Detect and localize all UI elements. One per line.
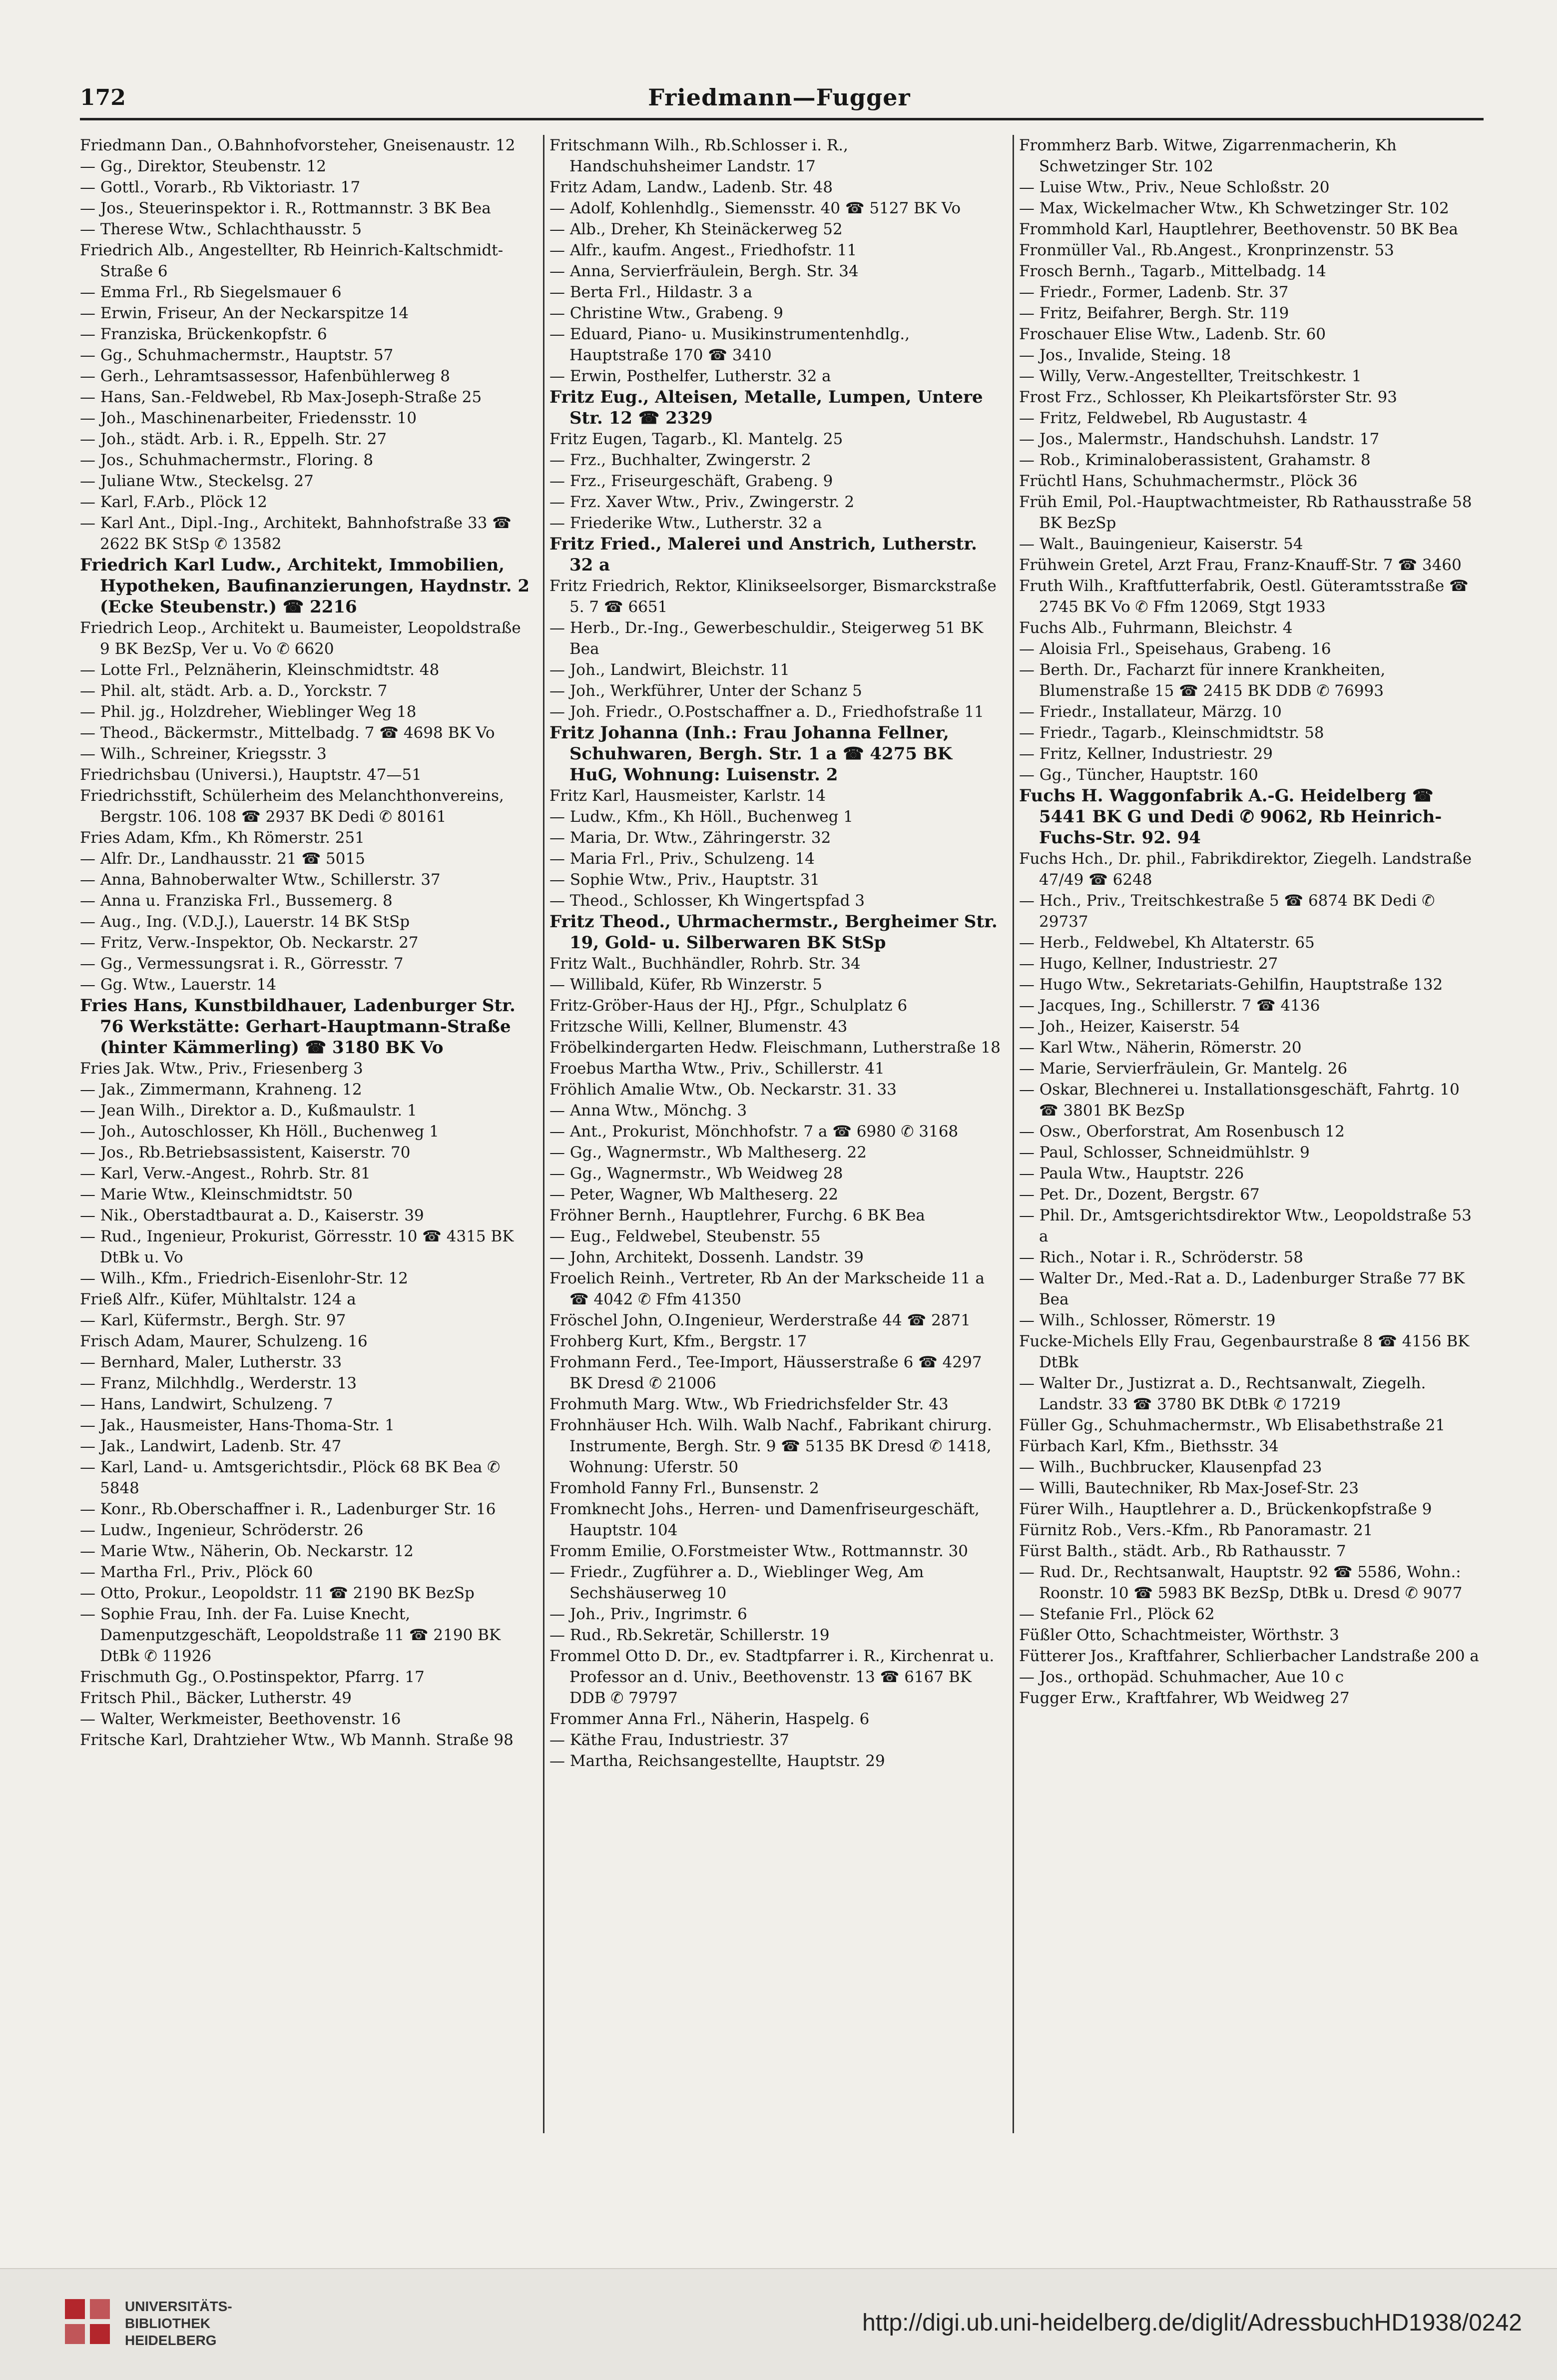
directory-entry: — Gottl., Vorarb., Rb Viktoriastr. 17 [80,178,361,196]
directory-entry: — Jos., Steuerinspektor i. R., Rottmannstr. 3 BK Bea [80,199,491,217]
directory-entry: Frohberg Kurt, Kfm., Bergstr. 17 [549,1332,807,1350]
directory-entry: Fröschel John, O.Ingenieur, Werderstraße 44 ☎ 2871 [549,1311,971,1329]
directory-entry: — Wilh., Schreiner, Kriegsstr. 3 [80,745,327,763]
directory-entry: — Karl Ant., Dipl.-Ing., Architekt, Bahnhofstraße 33 ☎ 2622 BK StSp ✆ 13582 [80,514,512,553]
directory-entry: — Frz. Xaver Wtw., Priv., Zwingerstr. 2 [549,493,855,511]
directory-entry: Frommer Anna Frl., Näherin, Haspelg. 6 [549,1710,870,1728]
directory-entry: — Käthe Frau, Industriestr. 37 [549,1731,790,1749]
directory-entry: — Maria, Dr. Wtw., Zähringerstr. 32 [549,829,831,847]
directory-entry: — Jos., Schuhmachermstr., Floring. 8 [80,451,374,469]
directory-entry: Fürbach Karl, Kfm., Biethsstr. 34 [1019,1437,1279,1455]
directory-entry: — Gg., Vermessungsrat i. R., Görresstr. 7 [80,955,404,973]
column-2 [549,135,1004,2143]
directory-entry: Fromm Emilie, O.Forstmeister Wtw., Rottmannstr. 30 [549,1542,969,1560]
directory-entry: Frohnhäuser Hch. Wilh. Walb Nachf., Fabrikant chirurg. Instrumente, Bergh. Str. 9 ☎ 5135 BK Dresd ✆ 1418, Wohnung: Uferstr. 50 [549,1416,992,1476]
directory-entry: — Karl, F.Arb., Plöck 12 [80,493,267,511]
directory-entry: — Adolf, Kohlenhdlg., Siemensstr. 40 ☎ 5127 BK Vo [549,199,961,217]
directory-entry: — Maria Frl., Priv., Schulzeng. 14 [549,850,815,868]
directory-entry: — Karl Wtw., Näherin, Römerstr. 20 [1019,1039,1302,1057]
directory-entry: Früchtl Hans, Schuhmachermstr., Plöck 36 [1019,472,1358,490]
directory-entry: — Franz, Milchhdlg., Werderstr. 13 [80,1374,357,1392]
directory-entry: — Fritz, Verw.-Inspektor, Ob. Neckarstr. 27 [80,934,419,952]
directory-entry: — Willy, Verw.-Angestellter, Treitschkestr. 1 [1019,367,1362,385]
library-name-line-2: BIBLIOTHEK [125,2316,211,2331]
directory-entry: — Jean Wilh., Direktor a. D., Kußmaulstr. 1 [80,1102,417,1120]
directory-entry: Frommhold Karl, Hauptlehrer, Beethovenstr. 50 BK Bea [1019,220,1458,238]
directory-entry: — Jak., Hausmeister, Hans-Thoma-Str. 1 [80,1416,395,1434]
directory-entry: — Joh. Friedr., O.Postschaffner a. D., Friedhofstraße 11 [549,703,984,721]
page-number: 172 [80,85,126,110]
directory-entry: — Alfr., kaufm. Angest., Friedhofstr. 11 [549,241,857,259]
directory-entry: Fritsche Karl, Drahtzieher Wtw., Wb Mannh. Straße 98 [80,1731,514,1749]
directory-entry: — Hans, Landwirt, Schulzeng. 7 [80,1395,333,1413]
directory-entry: Friedrich Alb., Angestellter, Rb Heinrich-Kaltschmidt-Straße 6 [80,241,504,280]
directory-entry: Fries Adam, Kfm., Kh Römerstr. 251 [80,829,365,847]
directory-entry: — Gerh., Lehramtsassessor, Hafenbühlerweg 8 [80,367,450,385]
directory-entry: — Herb., Feldwebel, Kh Altaterstr. 65 [1019,934,1315,952]
directory-entry: Früh Emil, Pol.-Hauptwachtmeister, Rb Rathausstraße 58 BK BezSp [1019,493,1472,532]
directory-entry: — Rich., Notar i. R., Schröderstr. 58 [1019,1248,1303,1266]
directory-entry: — Martha, Reichsangestellte, Hauptstr. 29 [549,1752,885,1770]
directory-entry: — Osw., Oberforstrat, Am Rosenbusch 12 [1019,1123,1345,1141]
column-1 [80,135,534,2143]
directory-entry: — Ludw., Ingenieur, Schröderstr. 26 [80,1521,364,1539]
directory-entry: Friedrichsbau (Universi.), Hauptstr. 47—51 [80,766,422,784]
directory-entry: Fucke-Michels Elly Frau, Gegenbaurstraße 8 ☎ 4156 BK DtBk [1019,1332,1470,1371]
directory-entry: — Berta Frl., Hildastr. 3 a [549,283,753,301]
directory-entry: Fritschmann Wilh., Rb.Schlosser i. R., Handschuhsheimer Landstr. 17 [549,136,848,175]
directory-entry: Fronmüller Val., Rb.Angest., Kronprinzenstr. 53 [1019,241,1394,259]
directory-entry: — Marie Wtw., Näherin, Ob. Neckarstr. 12 [80,1542,414,1560]
directory-entry: Fugger Erw., Kraftfahrer, Wb Weidweg 27 [1019,1689,1350,1707]
directory-entry: Fütterer Jos., Kraftfahrer, Schlierbacher Landstraße 200 a [1019,1647,1479,1665]
directory-entry: — Marie, Servierfräulein, Gr. Mantelg. 26 [1019,1060,1348,1078]
directory-entry: — Karl, Küfermstr., Bergh. Str. 97 [80,1311,346,1329]
directory-entry: — Oskar, Blechnerei u. Installationsgeschäft, Fahrtg. 10 ☎ 3801 BK BezSp [1019,1081,1460,1120]
directory-entry: — Sophie Frau, Inh. der Fa. Luise Knecht, Damenputzgeschäft, Leopoldstraße 11 ☎ 2190 BK DtBk ✆ 11926 [80,1605,501,1665]
directory-entry: — Franziska, Brückenkopfstr. 6 [80,325,327,343]
source-url-link[interactable]: http://digi.ub.uni-heidelberg.de/diglit/AdressbuchHD1938/0242 [862,2310,1522,2336]
directory-entry: Fritz Eug., Alteisen, Metalle, Lumpen, Untere Str. 12 ☎ 2329 [549,387,983,428]
column-3 [1019,135,1484,2143]
directory-entry: — Anna, Bahnoberwalter Wtw., Schillerstr. 37 [80,871,441,889]
directory-entry: — Wilh., Kfm., Friedrich-Eisenlohr-Str. 12 [80,1269,408,1287]
directory-entry: — Jos., Invalide, Steing. 18 [1019,346,1231,364]
directory-entry: — Jos., Rb.Betriebsassistent, Kaiserstr. 70 [80,1144,411,1162]
directory-entry: Froschauer Elise Wtw., Ladenb. Str. 60 [1019,325,1326,343]
directory-entry: — Christine Wtw., Grabeng. 9 [549,304,783,322]
directory-entry: — Paula Wtw., Hauptstr. 226 [1019,1165,1244,1183]
directory-entry: — Anna, Servierfräulein, Bergh. Str. 34 [549,262,859,280]
directory-entry: Fuchs Hch., Dr. phil., Fabrikdirektor, Ziegelh. Landstraße 47/49 ☎ 6248 [1019,850,1472,889]
directory-entry: — Peter, Wagner, Wb Maltheserg. 22 [549,1186,839,1203]
directory-entry: — Frz., Friseurgeschäft, Grabeng. 9 [549,472,833,490]
directory-entry: Frommel Otto D. Dr., ev. Stadtpfarrer i. R., Kirchenrat u. Professor an d. Univ., Beethovenstr. 13 ☎ 6167 BK DDB ✆ 79797 [549,1647,995,1707]
directory-entry: Frost Frz., Schlosser, Kh Pleikartsförster Str. 93 [1019,388,1397,406]
directory-entry: — Friedr., Installateur, Märzg. 10 [1019,703,1282,721]
directory-entry: Frieß Alfr., Küfer, Mühltalstr. 124 a [80,1290,356,1308]
directory-entry: Frosch Bernh., Tagarb., Mittelbadg. 14 [1019,262,1326,280]
directory-entry: — Gg. Wtw., Lauerstr. 14 [80,976,277,994]
directory-entry: Fritsch Phil., Bäcker, Lutherstr. 49 [80,1689,352,1707]
directory-entry: Fries Jak. Wtw., Priv., Friesenberg 3 [80,1060,363,1078]
directory-entry: — Pet. Dr., Dozent, Bergstr. 67 [1019,1186,1260,1203]
directory-entry: Fritz Theod., Uhrmachermstr., Bergheimer Str. 19, Gold- u. Silberwaren BK StSp [549,912,998,953]
directory-entry: — Stefanie Frl., Plöck 62 [1019,1605,1215,1623]
directory-entry: — Willibald, Küfer, Rb Winzerstr. 5 [549,976,822,994]
directory-entry: — Hugo Wtw., Sekretariats-Gehilfin, Hauptstraße 132 [1019,976,1443,994]
directory-entry: — Marie Wtw., Kleinschmidtstr. 50 [80,1186,353,1203]
directory-entry: — Luise Wtw., Priv., Neue Schloßstr. 20 [1019,178,1330,196]
directory-entry: — Rud., Rb.Sekretär, Schillerstr. 19 [549,1626,830,1644]
directory-entry: — Joh., städt. Arb. i. R., Eppelh. Str. 27 [80,430,387,448]
directory-entry: — Friedr., Tagarb., Kleinschmidtstr. 58 [1019,724,1324,742]
directory-entry: — Ludw., Kfm., Kh Höll., Buchenweg 1 [549,808,854,826]
directory-entry: — Emma Frl., Rb Siegelsmauer 6 [80,283,342,301]
directory-entry: — Phil. jg., Holzdreher, Wieblinger Weg 18 [80,703,417,721]
directory-entry: Fürst Balth., städt. Arb., Rb Rathausstr. 7 [1019,1542,1346,1560]
viewer-footer [0,2268,1557,2380]
directory-entry: Frischmuth Gg., O.Postinspektor, Pfarrg. 17 [80,1668,425,1686]
directory-entry: — Hch., Priv., Treitschkestraße 5 ☎ 6874 BK Dedi ✆ 29737 [1019,892,1435,931]
directory-entry: Froebus Martha Wtw., Priv., Schillerstr. 41 [549,1060,885,1078]
directory-entry: Fürnitz Rob., Vers.-Kfm., Rb Panoramastr. 21 [1019,1521,1373,1539]
directory-entry: — Joh., Landwirt, Bleichstr. 11 [549,661,790,679]
directory-entry: — Fritz, Beifahrer, Bergh. Str. 119 [1019,304,1289,322]
directory-entry: — Martha Frl., Priv., Plöck 60 [80,1563,313,1581]
directory-entry: — Nik., Oberstadtbaurat a. D., Kaiserstr. 39 [80,1206,424,1224]
directory-entry: Fritz-Gröber-Haus der HJ., Pfgr., Schulplatz 6 [549,997,908,1015]
directory-entry: — Friederike Wtw., Lutherstr. 32 a [549,514,822,532]
directory-entry: — Eug., Feldwebel, Steubenstr. 55 [549,1227,821,1245]
directory-entry: Fritz Karl, Hausmeister, Karlstr. 14 [549,787,826,805]
directory-entry: — Theod., Bäckermstr., Mittelbadg. 7 ☎ 4698 BK Vo [80,724,495,742]
directory-entry: — Otto, Prokur., Leopoldstr. 11 ☎ 2190 BK BezSp [80,1584,475,1602]
directory-entry: — Jak., Landwirt, Ladenb. Str. 47 [80,1437,342,1455]
directory-entry: — Lotte Frl., Pelznäherin, Kleinschmidtstr. 48 [80,661,440,679]
directory-entry: — Rud., Ingenieur, Prokurist, Görresstr. 10 ☎ 4315 BK DtBk u. Vo [80,1227,514,1266]
directory-entry: Friedrich Leop., Architekt u. Baumeister, Leopoldstraße 9 BK BezSp, Ver u. Vo ✆ 6620 [80,619,521,658]
directory-entry: — Gg., Schuhmachermstr., Hauptstr. 57 [80,346,394,364]
directory-entry: — Juliane Wtw., Steckelsg. 27 [80,472,314,490]
directory-entry: Fröhlich Amalie Wtw., Ob. Neckarstr. 31. 33 [549,1081,897,1099]
directory-entry: — Fritz, Feldwebel, Rb Augustastr. 4 [1019,409,1308,427]
directory-entry: — Joh., Maschinenarbeiter, Friedensstr. 10 [80,409,417,427]
directory-entry: Froelich Reinh., Vertreter, Rb An der Markscheide 11 a ☎ 4042 ✆ Ffm 41350 [549,1269,985,1308]
header-rule [80,118,1484,120]
directory-entry: Fröhner Bernh., Hauptlehrer, Furchg. 6 BK Bea [549,1206,925,1224]
directory-entry: — Bernhard, Maler, Lutherstr. 33 [80,1353,342,1371]
directory-entry: — Alb., Dreher, Kh Steinäckerweg 52 [549,220,843,238]
directory-entry: Fritzsche Willi, Kellner, Blumenstr. 43 [549,1018,848,1036]
directory-entry: — Frz., Buchhalter, Zwingerstr. 2 [549,451,811,469]
directory-entry: Fromknecht Johs., Herren- und Damenfriseurgeschäft, Hauptstr. 104 [549,1500,980,1539]
directory-entry: — Jos., Malermstr., Handschuhsh. Landstr. 17 [1019,430,1380,448]
directory-entry: — Konr., Rb.Oberschaffner i. R., Ladenburger Str. 16 [80,1500,496,1518]
directory-entry: Fruth Wilh., Kraftfutterfabrik, Oestl. Güteramtsstraße ☎ 2745 BK Vo ✆ Ffm 12069, Stgt 1933 [1019,577,1469,616]
directory-entry: Fritz Friedrich, Rektor, Klinikseelsorger, Bismarckstraße 5. 7 ☎ 6651 [549,577,997,616]
directory-entry: Friedrich Karl Ludw., Architekt, Immobilien, Hypotheken, Baufinanzierungen, Haydnstr. 2 (Ecke Steubenstr.) ☎ 2216 [80,555,530,617]
directory-entry: — Walter, Werkmeister, Beethovenstr. 16 [80,1710,401,1728]
directory-entry: Fritz Johanna (Inh.: Frau Johanna Fellner, Schuhwaren, Bergh. Str. 1 a ☎ 4275 BK HuG, Wohnung: Luisenstr. 2 [549,723,953,785]
directory-entry: — Anna u. Franziska Frl., Bussemerg. 8 [80,892,393,910]
directory-entry: — Theod., Schlosser, Kh Wingertspfad 3 [549,892,865,910]
directory-entry: Füller Gg., Schuhmachermstr., Wb Elisabethstraße 21 [1019,1416,1446,1434]
directory-entry: Fromhold Fanny Frl., Bunsenstr. 2 [549,1479,819,1497]
directory-entry: — Rob., Kriminaloberassistent, Grahamstr. 8 [1019,451,1371,469]
directory-entry: — Wilh., Buchbrucker, Klausenpfad 23 [1019,1458,1322,1476]
university-library-logo [60,2294,115,2349]
directory-entry: — Paul, Schlosser, Schneidmühlstr. 9 [1019,1144,1310,1162]
directory-entry: — Gg., Tüncher, Hauptstr. 160 [1019,766,1258,784]
page-header [80,80,1479,120]
directory-entry: Frohmann Ferd., Tee-Import, Häusserstraße 6 ☎ 4297 BK Dresd ✆ 21006 [549,1353,982,1392]
directory-entry: — Friedr., Zugführer a. D., Wieblinger Weg, Am Sechshäuserweg 10 [549,1563,924,1602]
directory-entry: Fritz Walt., Buchhändler, Rohrb. Str. 34 [549,955,861,973]
directory-entry: — Jacques, Ing., Schillerstr. 7 ☎ 4136 [1019,997,1320,1015]
directory-entry: Fröbelkindergarten Hedw. Fleischmann, Lutherstraße 18 [549,1039,1001,1057]
directory-entry: — Jak., Zimmermann, Krahneng. 12 [80,1081,362,1099]
directory-entry: Fürer Wilh., Hauptlehrer a. D., Brückenkopfstraße 9 [1019,1500,1432,1518]
directory-entry: — Fritz, Kellner, Industriestr. 29 [1019,745,1273,763]
directory-entry: Friedmann Dan., O.Bahnhofvorsteher, Gneisenaustr. 12 [80,136,516,154]
directory-entry: — Ant., Prokurist, Mönchhofstr. 7 a ☎ 6980 ✆ 3168 [549,1123,959,1141]
directory-entry: — Wilh., Schlosser, Römerstr. 19 [1019,1311,1276,1329]
directory-entry: — Hugo, Kellner, Industriestr. 27 [1019,955,1278,973]
library-name-line-1: UNIVERSITÄTS- [125,2299,232,2314]
directory-entry: — Karl, Verw.-Angest., Rohrb. Str. 81 [80,1165,371,1183]
directory-entry: — Max, Wickelmacher Wtw., Kh Schwetzinger Str. 102 [1019,199,1449,217]
directory-entry: — Karl, Land- u. Amtsgerichtsdir., Plöck 68 BK Bea ✆ 5848 [80,1458,501,1497]
directory-entry: — Joh., Heizer, Kaiserstr. 54 [1019,1018,1240,1036]
directory-entry: Frisch Adam, Maurer, Schulzeng. 16 [80,1332,368,1350]
directory-entry: Füßler Otto, Schachtmeister, Wörthstr. 3 [1019,1626,1340,1644]
directory-entry: Fritz Adam, Landw., Ladenb. Str. 48 [549,178,833,196]
directory-entry: — Phil. alt, städt. Arb. a. D., Yorckstr. 7 [80,682,388,700]
library-name [125,2298,232,2349]
directory-entry: — Joh., Autoschlosser, Kh Höll., Buchenweg 1 [80,1123,439,1141]
directory-entry: Frühwein Gretel, Arzt Frau, Franz-Knauff-Str. 7 ☎ 3460 [1019,556,1462,574]
directory-entry: — Gg., Wagnermstr., Wb Maltheserg. 22 [549,1144,867,1162]
directory-entry: — Anna Wtw., Mönchg. 3 [549,1102,747,1120]
directory-entry: — Erwin, Friseur, An der Neckarspitze 14 [80,304,409,322]
directory-entry: — Aloisia Frl., Speisehaus, Grabeng. 16 [1019,640,1331,658]
directory-entry: Fuchs Alb., Fuhrmann, Bleichstr. 4 [1019,619,1293,637]
directory-entry: Fuchs H. Waggonfabrik A.-G. Heidelberg ☎ 5441 BK G und Dedi ✆ 9062, Rb Heinrich-Fuchs-Str. 92. 94 [1019,786,1442,848]
directory-entry: — Alfr. Dr., Landhausstr. 21 ☎ 5015 [80,850,365,868]
directory-entry: — Walt., Bauingenieur, Kaiserstr. 54 [1019,535,1303,553]
directory-entry: — Phil. Dr., Amtsgerichtsdirektor Wtw., Leopoldstraße 53 a [1019,1206,1472,1245]
directory-entry: Fries Hans, Kunstbildhauer, Ladenburger Str. 76 Werkstätte: Gerhart-Hauptmann-Straße (hinter Kämmerling) ☎ 3180 BK Vo [80,996,516,1058]
directory-entry: — Therese Wtw., Schlachthausstr. 5 [80,220,362,238]
directory-columns [80,135,1484,2143]
directory-entry: Fritz Fried., Malerei und Anstrich, Lutherstr. 32 a [549,534,978,575]
directory-entry: — Walter Dr., Justizrat a. D., Rechtsanwalt, Ziegelh. Landstr. 33 ☎ 3780 BK DtBk ✆ 17219 [1019,1374,1426,1413]
directory-entry: — Erwin, Posthelfer, Lutherstr. 32 a [549,367,831,385]
directory-entry: — Jos., orthopäd. Schuhmacher, Aue 10 c [1019,1668,1344,1686]
directory-entry: — Aug., Ing. (V.D.J.), Lauerstr. 14 BK StSp [80,913,410,931]
directory-entry: — Berth. Dr., Facharzt für innere Krankheiten, Blumenstraße 15 ☎ 2415 BK DDB ✆ 76993 [1019,661,1386,700]
directory-entry: — John, Architekt, Dossenh. Landstr. 39 [549,1248,864,1266]
directory-entry: — Joh., Priv., Ingrimstr. 6 [549,1605,747,1623]
directory-entry: — Hans, San.-Feldwebel, Rb Max-Joseph-Straße 25 [80,388,482,406]
directory-entry: — Sophie Wtw., Priv., Hauptstr. 31 [549,871,820,889]
directory-entry: — Rud. Dr., Rechtsanwalt, Hauptstr. 92 ☎ 5586, Wohn.: Roonstr. 10 ☎ 5983 BK BezSp, DtBk u. Dresd ✆ 9077 [1019,1563,1463,1602]
directory-entry: — Willi, Bautechniker, Rb Max-Josef-Str. 23 [1019,1479,1359,1497]
library-name-line-3: HEIDELBERG [125,2333,217,2348]
directory-entry: — Gg., Direktor, Steubenstr. 12 [80,157,327,175]
directory-entry: — Friedr., Former, Ladenb. Str. 37 [1019,283,1289,301]
directory-entry: — Walter Dr., Med.-Rat a. D., Ladenburger Straße 77 BK Bea [1019,1269,1465,1308]
directory-entry: Friedrichsstift, Schülerheim des Melanchthonvereins, Bergstr. 106. 108 ☎ 2937 BK Dedi ✆ 80161 [80,787,504,826]
directory-entry: — Joh., Werkführer, Unter der Schanz 5 [549,682,862,700]
directory-entry: — Gg., Wagnermstr., Wb Weidweg 28 [549,1165,843,1183]
directory-entry: Frohmuth Marg. Wtw., Wb Friedrichsfelder Str. 43 [549,1395,949,1413]
directory-entry: — Herb., Dr.-Ing., Gewerbeschuldir., Steigerweg 51 BK Bea [549,619,984,658]
directory-entry: Fritz Eugen, Tagarb., Kl. Mantelg. 25 [549,430,843,448]
directory-entry: Frommherz Barb. Witwe, Zigarrenmacherin, Kh Schwetzinger Str. 102 [1019,136,1397,175]
running-head: Friedmann—Fugger [648,84,911,111]
directory-entry: — Eduard, Piano- u. Musikinstrumentenhdlg., Hauptstraße 170 ☎ 3410 [549,325,910,364]
